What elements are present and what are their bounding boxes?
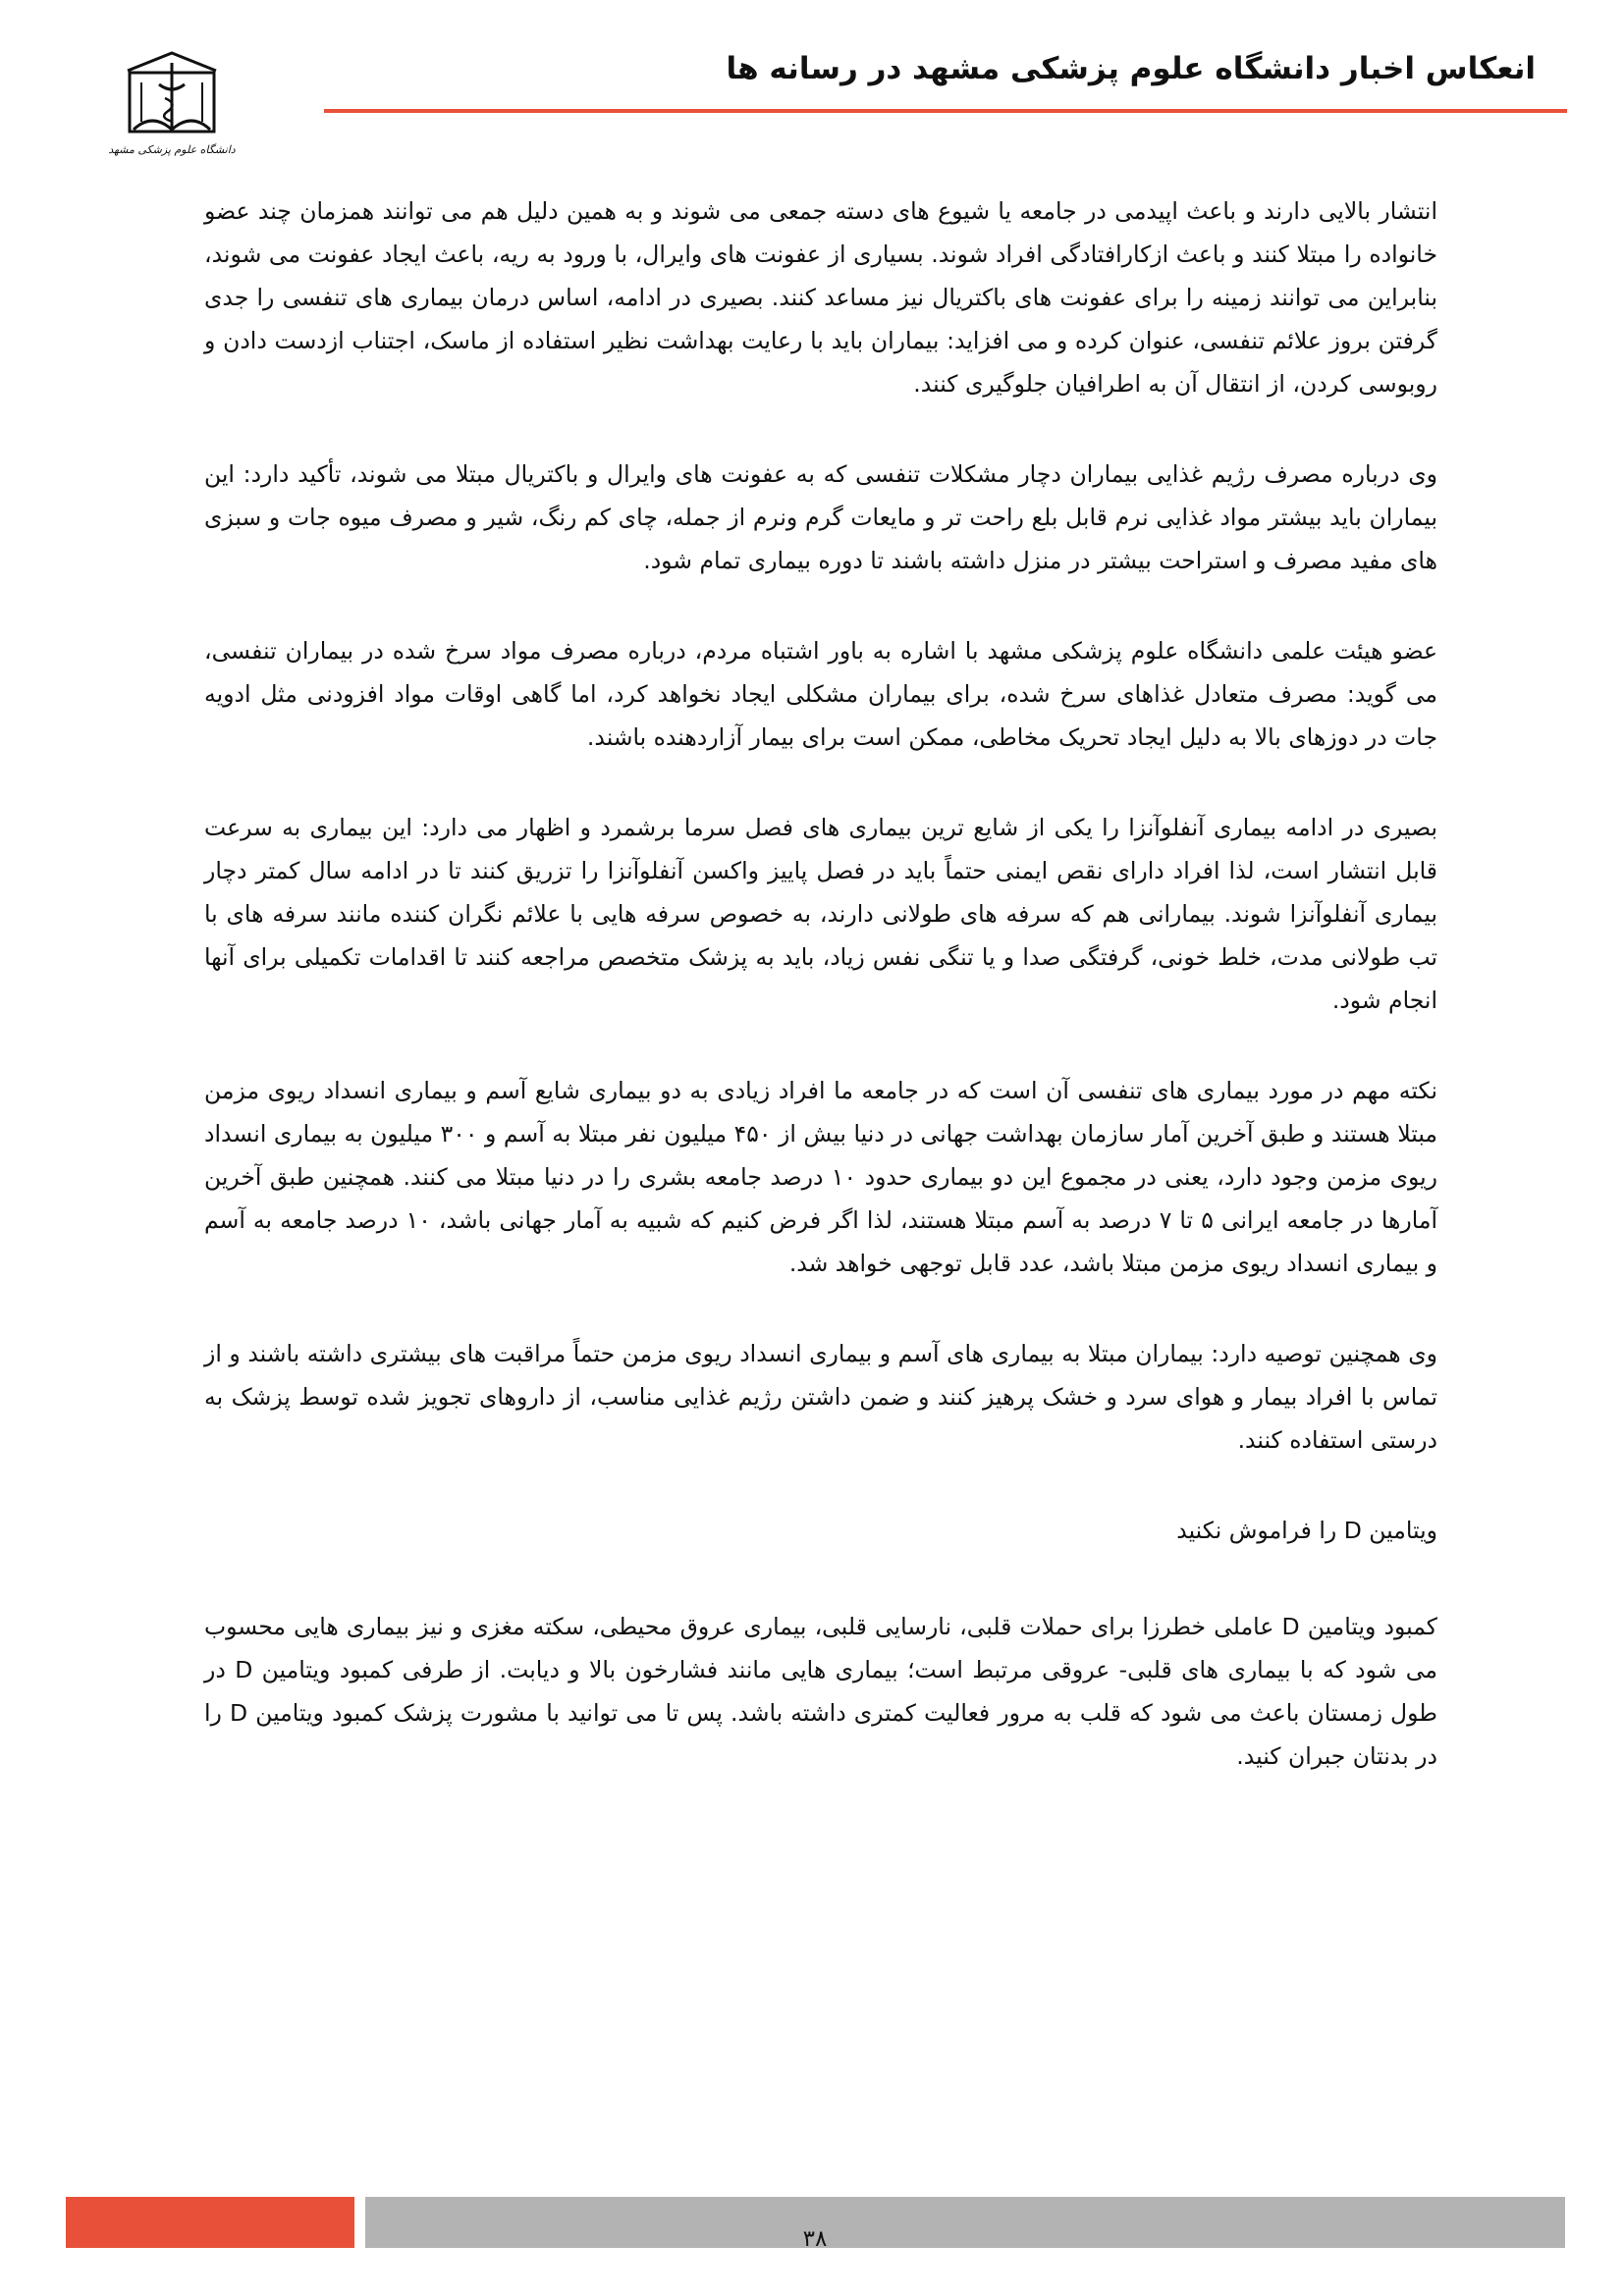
- footer-accent-bar: [66, 2197, 354, 2248]
- logo-caption: دانشگاه علوم پزشکی مشهد: [108, 143, 236, 156]
- page-number: ۳۸: [802, 2226, 828, 2252]
- page-title: انعکاس اخبار دانشگاه علوم پزشکی مشهد در رسانه ها: [726, 51, 1536, 86]
- paragraph: عضو هیئت علمی دانشگاه علوم پزشکی مشهد با اشاره به باور اشتباه مردم، درباره مصرف مواد سرخ شده در بیماران تنفسی، می گوید: مصرف متعادل غذاهای سرخ شده، برای بیماران مشکلی ایجاد نخواهد کرد، اما گاهی اوقات مواد افزودنی مثل ادویه جات در دوزهای بالا به دلیل ایجاد تحریک مخاطی، ممکن است برای بیمار آزاردهنده باشند.: [204, 637, 1437, 751]
- paragraph: نکته مهم در مورد بیماری های تنفسی آن است که در جامعه ما افراد زیادی به دو بیماری شایع آسم و بیماری انسداد ریوی مزمن مبتلا هستند و طبق آخرین آمار سازمان بهداشت جهانی در دنیا بیش از ۴۵۰ میلیون نفر مبتلا به آسم و ۳۰۰ میلیون به بیماری انسداد ریوی مزمن وجود دارد، یعنی در مجموع این دو بیماری حدود ۱۰ درصد جامعه بشری را در دنیا مبتلا می کنند. همچنین طبق آخرین آمارها در جامعه ایرانی ۵ تا ۷ درصد به آسم مبتلا هستند، لذا اگر فرض کنیم که شبیه به آمار جهانی باشد، ۱۰ درصد جامعه به آسم و بیماری انسداد ریوی مزمن مبتلا باشد، عدد قابل توجهی خواهد شد.: [204, 1077, 1438, 1277]
- university-logo: [108, 43, 236, 161]
- paragraph: وی همچنین توصیه دارد: بیماران مبتلا به بیماری های آسم و بیماری انسداد ریوی مزمن حتماً مراقبت های بیشتری داشته باشند و از تماس با افراد بیمار و هوای سرد و خشک پرهیز کنند و ضمن داشتن رژیم غذایی مناسب، از داروهای تجویز شده توسط پزشک به درستی استفاده کنند.: [204, 1340, 1437, 1454]
- section-subheading: ویتامین D را فراموش نکنید: [1176, 1517, 1437, 1544]
- article-body: [204, 189, 1437, 1778]
- paragraph: انتشار بالایی دارند و باعث اپیدمی در جامعه یا شیوع های دسته جمعی می شوند و به همین دلیل هم می توانند همزمان چند عضو خانواده را مبتلا کنند و باعث ازکارافتادگی افراد شوند. بسیاری از عفونت های وایرال، با ورود به ریه، باعث ایجاد عفونت می شوند، بنابراین می توانند زمینه را برای عفونت های باکتریال نیز مساعد کنند. بصیری در ادامه، اساس درمان بیماری های تنفسی را جدی گرفتن بروز علائم تنفسی، عنوان کرده و می افزاید: بیماران باید با رعایت بهداشت نظیر استفاده از ماسک، اجتناب ازدست دادن و روبوسی کردن، از انتقال آن به اطرافیان جلوگیری کنند.: [204, 197, 1437, 398]
- footer-bar: [365, 2197, 1565, 2248]
- paragraph: وی درباره مصرف رژیم غذایی بیماران دچار مشکلات تنفسی که به عفونت های وایرال و باکتریال مبتلا می شوند، تأکید دارد: این بیماران باید بیشتر مواد غذایی نرم قابل بلع راحت تر و مایعات گرم ونرم از جمله، چای کم رنگ، شیر و مصرف میوه جات و سبزی های مفید مصرف و استراحت بیشتر در منزل داشته باشند تا دوره بیماری تمام شود.: [204, 460, 1437, 574]
- header-rule: [324, 109, 1567, 113]
- paragraph: کمبود ویتامین D عاملی خطرزا برای حملات قلبی، نارسایی قلبی، بیماری عروق محیطی، سکته مغزی و نیز بیماری هایی محسوب می شود که با بیماری های قلبی- عروقی مرتبط است؛ بیماری هایی مانند فشارخون بالا و دیابت. از طرفی کمبود ویتامین D در طول زمستان باعث می شود که قلب به مرور فعالیت کمتری داشته باشد. پس تا می توانید با مشورت پزشک کمبود ویتامین D را در بدنتان جبران کنید.: [204, 1613, 1437, 1770]
- paragraph: بصیری در ادامه بیماری آنفلوآنزا را یکی از شایع ترین بیماری های فصل سرما برشمرد و اظهار می دارد: این بیماری به سرعت قابل انتشار است، لذا افراد دارای نقص ایمنی حتماً باید در فصل پاییز واکسن آنفلوآنزا را تزریق کنند تا در ادامه سال کمتر دچار بیماری آنفلوآنزا شوند. بیمارانی هم که سرفه های طولانی دارند، به خصوص سرفه هایی با علائم نگران کننده مانند سرفه های با تب طولانی مدت، خلط خونی، گرفتگی صدا و یا تنگی نفس زیاد، باید به پزشک متخصص مراجعه کنند تا اقدامات تکمیلی برای آنها انجام شود.: [204, 814, 1437, 1014]
